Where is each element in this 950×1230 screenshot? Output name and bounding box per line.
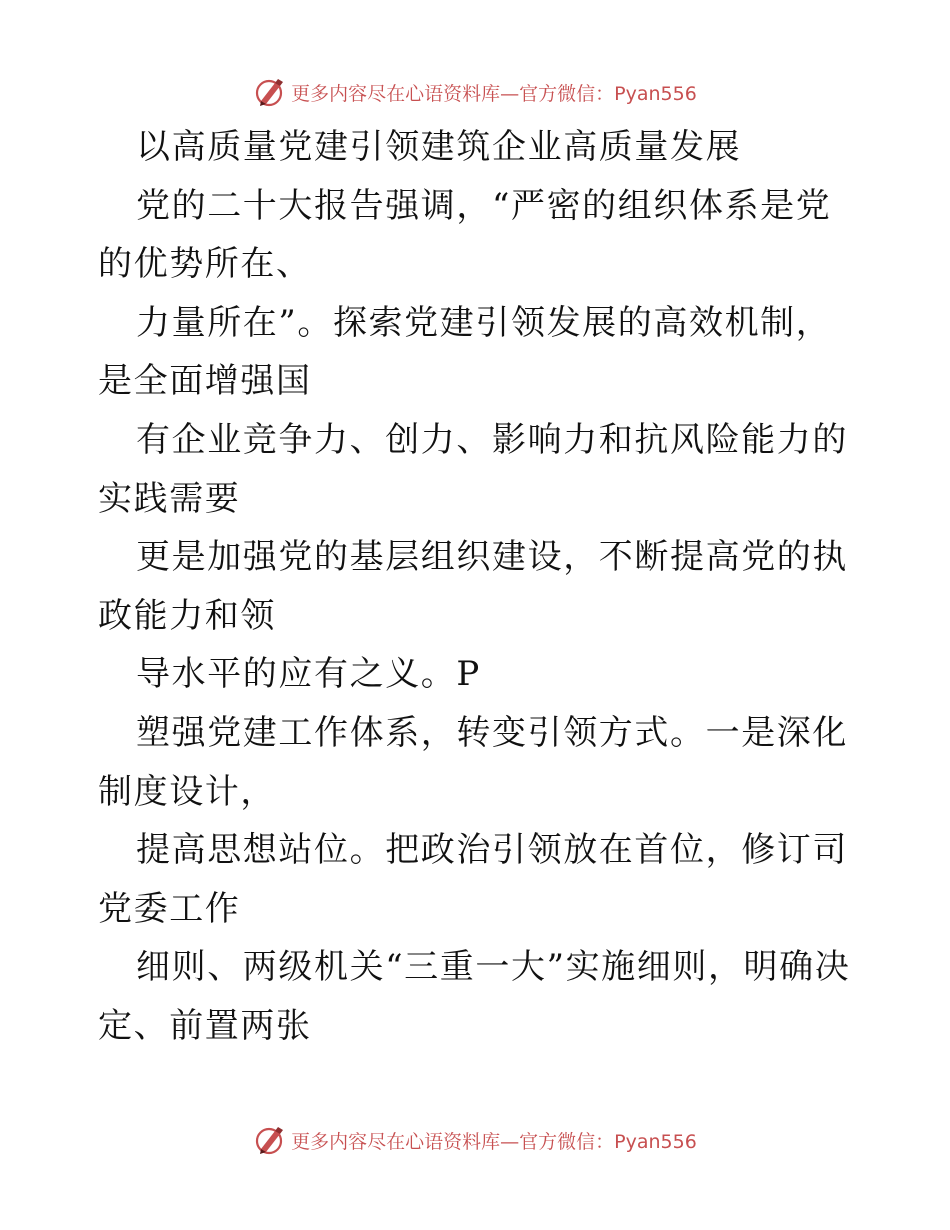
document-paragraph: 有企业竞争力、创力、影响力和抗风险能力的实践需要: [98, 419, 848, 519]
document-title: 以高质量党建引领建筑企业高质量发展: [136, 127, 742, 167]
pen-circle-icon: [253, 1123, 287, 1157]
pen-circle-icon: [253, 75, 287, 109]
document-body: [98, 118, 858, 1056]
banner-text: [291, 1127, 697, 1154]
document-paragraph: 力量所在”。探索党建引领发展的高效机制，是全面增强国: [98, 302, 832, 402]
document-paragraph: 导水平的应有之义。P: [136, 654, 481, 695]
banner-text-cn: 更多内容尽在心语资料库—官方微信：: [291, 82, 615, 105]
header-watermark-banner: [0, 72, 950, 112]
document-paragraph: 党的二十大报告强调，“严密的组织体系是党的优势所在、: [98, 185, 832, 285]
banner-text-wechat-id: Pyan556: [614, 82, 697, 105]
document-paragraph: 塑强党建工作体系，转变引领方式。一是深化制度设计，: [98, 712, 848, 812]
document-paragraph: 细则、两级机关“三重一大”实施细则，明确决定、前置两张: [98, 947, 851, 1046]
banner-text-wechat-id: Pyan556: [614, 1130, 697, 1153]
document-paragraph: 更是加强党的基层组织建设，不断提高党的执政能力和领: [98, 537, 848, 636]
footer-watermark-banner: [0, 1120, 950, 1160]
banner-text: [291, 79, 697, 106]
banner-text-cn: 更多内容尽在心语资料库—官方微信：: [291, 1130, 615, 1153]
document-paragraph: 提高思想站位。把政治引领放在首位，修订司党委工作: [98, 830, 848, 929]
